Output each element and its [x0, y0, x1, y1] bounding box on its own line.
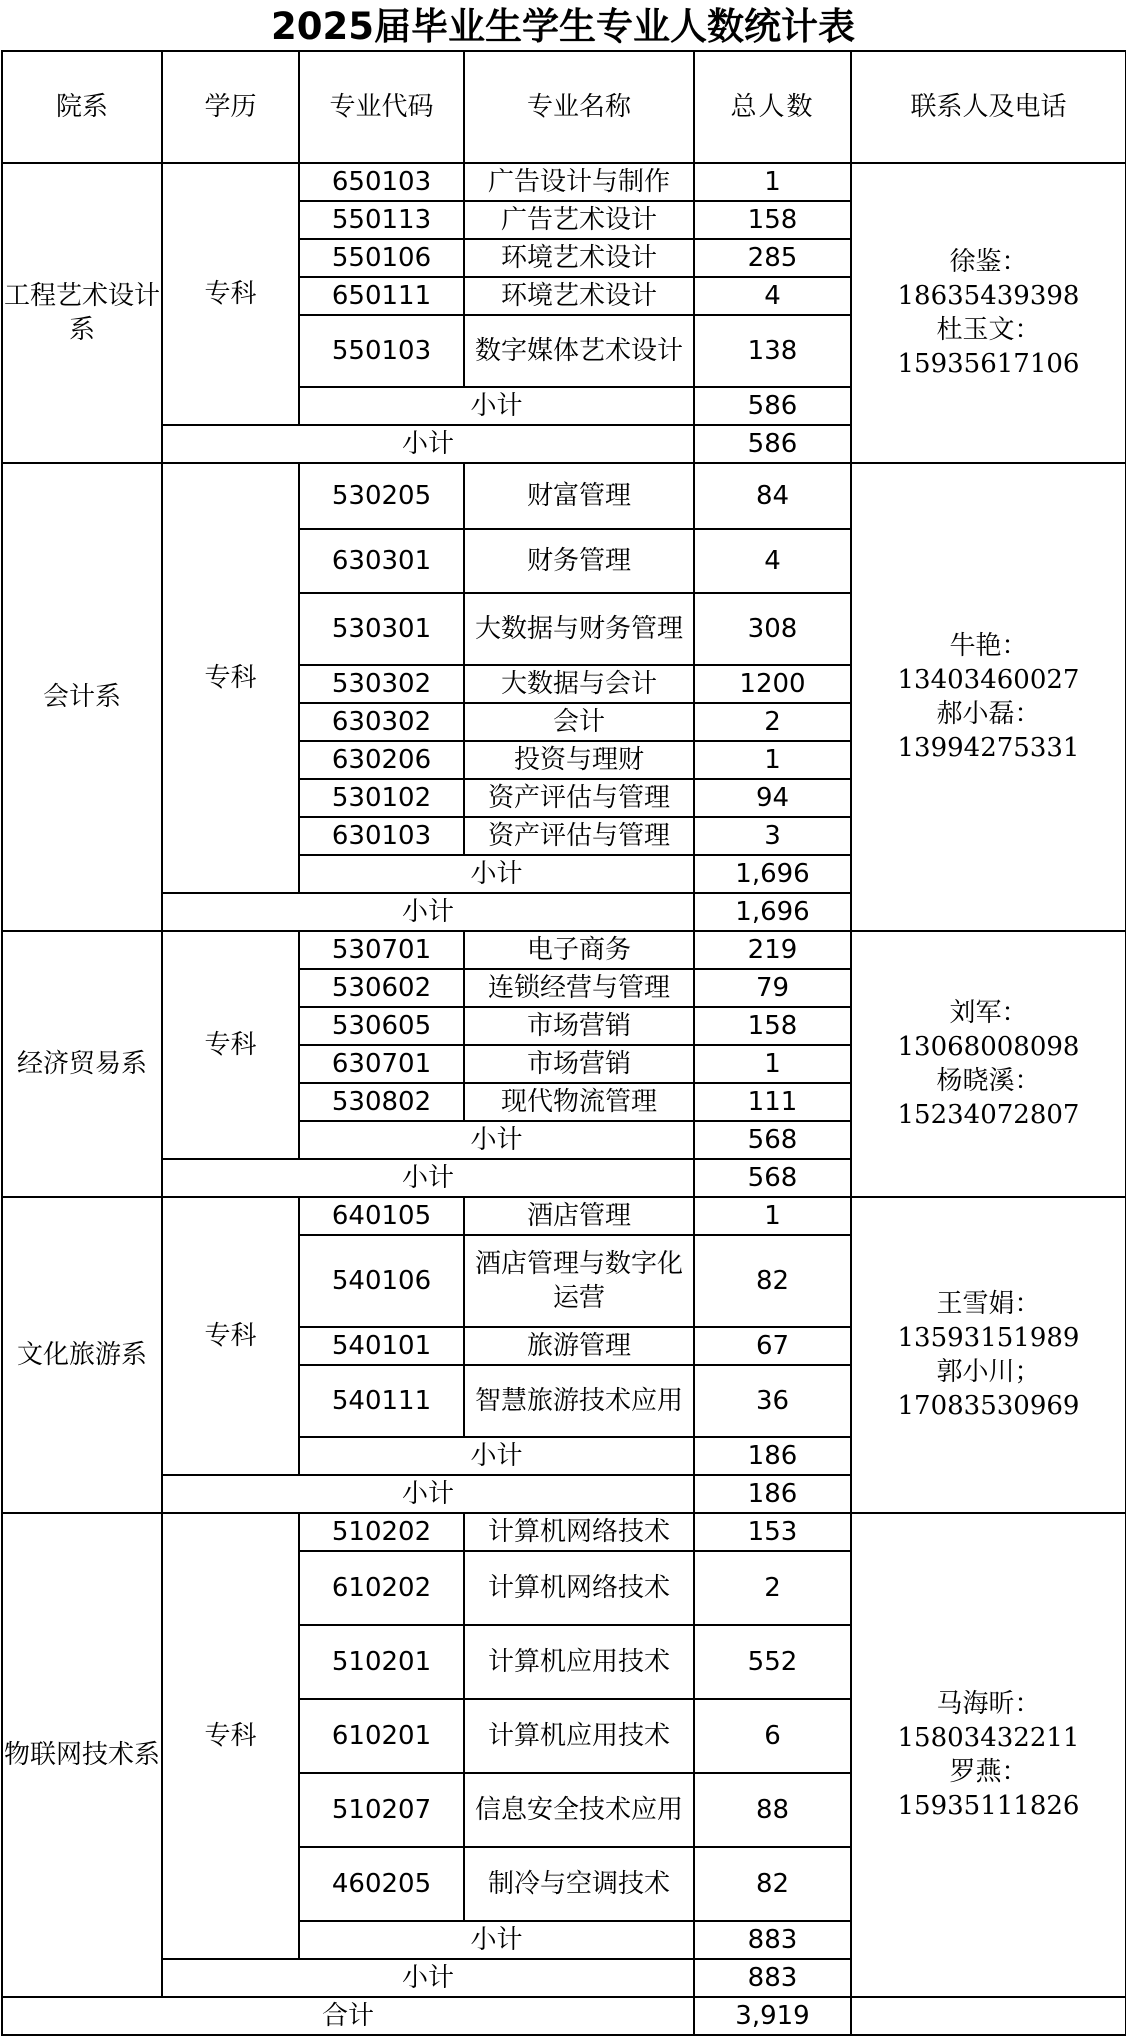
major-code: 530602	[299, 969, 464, 1007]
department-name: 会计系	[2, 463, 162, 931]
major-total: 2	[694, 703, 851, 741]
major-code: 510201	[299, 1625, 464, 1699]
major-total: 79	[694, 969, 851, 1007]
major-total: 84	[694, 463, 851, 529]
subtotal-label: 小计	[299, 855, 694, 893]
subtotal-value: 883	[694, 1921, 851, 1959]
major-code: 530605	[299, 1007, 464, 1045]
major-total: 3	[694, 817, 851, 855]
major-code: 640105	[299, 1197, 464, 1235]
major-name: 数字媒体艺术设计	[464, 315, 694, 387]
major-total: 82	[694, 1847, 851, 1921]
major-name: 酒店管理与数字化运营	[464, 1235, 694, 1327]
major-name: 资产评估与管理	[464, 779, 694, 817]
department-name: 工程艺术设计系	[2, 163, 162, 463]
major-code: 460205	[299, 1847, 464, 1921]
subtotal-label: 小计	[162, 1959, 694, 1997]
contact-name: 王雪娟：	[936, 1289, 1041, 1319]
major-name: 广告艺术设计	[464, 201, 694, 239]
major-name: 计算机应用技术	[464, 1625, 694, 1699]
major-total: 158	[694, 1007, 851, 1045]
major-name: 计算机网络技术	[464, 1513, 694, 1551]
major-code: 540111	[299, 1365, 464, 1437]
major-name: 环境艺术设计	[464, 239, 694, 277]
contact-name: 杜玉文：	[936, 315, 1041, 345]
major-total: 67	[694, 1327, 851, 1365]
major-name: 现代物流管理	[464, 1083, 694, 1121]
header-row	[2, 51, 1126, 163]
statistics-table	[1, 50, 1126, 2036]
major-name: 信息安全技术应用	[464, 1773, 694, 1847]
grand-total-contact-empty	[851, 1997, 1126, 2035]
contact-phone: 13068008098	[897, 1032, 1080, 1062]
major-code: 510207	[299, 1773, 464, 1847]
major-code: 610202	[299, 1551, 464, 1625]
subtotal-label: 小计	[162, 1475, 694, 1513]
contact-cell	[851, 163, 1126, 463]
contact-phone: 13994275331	[897, 733, 1080, 763]
contact-name: 杨晓溪：	[936, 1066, 1041, 1096]
contact-name: 马海昕：	[936, 1689, 1041, 1719]
header-education: 学历	[162, 51, 299, 163]
major-code: 630206	[299, 741, 464, 779]
major-code: 550103	[299, 315, 464, 387]
subtotal-label: 小计	[162, 425, 694, 463]
major-total: 1	[694, 163, 851, 201]
major-total: 1200	[694, 665, 851, 703]
subtotal-label: 小计	[162, 1159, 694, 1197]
major-total: 285	[694, 239, 851, 277]
subtotal-label: 小计	[299, 1921, 694, 1959]
major-total: 2	[694, 1551, 851, 1625]
major-name: 投资与理财	[464, 741, 694, 779]
grand-total-label: 合计	[2, 1997, 694, 2035]
subtotal-label: 小计	[299, 387, 694, 425]
major-code: 630302	[299, 703, 464, 741]
major-total: 82	[694, 1235, 851, 1327]
major-name: 智慧旅游技术应用	[464, 1365, 694, 1437]
contact-cell	[851, 1513, 1126, 1997]
major-total: 219	[694, 931, 851, 969]
subtotal-value: 568	[694, 1121, 851, 1159]
major-total: 6	[694, 1699, 851, 1773]
major-code: 650111	[299, 277, 464, 315]
major-name: 大数据与财务管理	[464, 593, 694, 665]
major-row	[2, 931, 1126, 969]
subtotal-value: 586	[694, 387, 851, 425]
major-total: 153	[694, 1513, 851, 1551]
page-title: 2025届毕业生学生专业人数统计表	[271, 5, 855, 48]
major-total: 4	[694, 277, 851, 315]
major-name: 财务管理	[464, 529, 694, 593]
contact-phone: 15234072807	[897, 1100, 1080, 1130]
subtotal-value: 1,696	[694, 893, 851, 931]
subtotal-label: 小计	[162, 893, 694, 931]
major-total: 1	[694, 1045, 851, 1083]
major-code: 550106	[299, 239, 464, 277]
major-total: 158	[694, 201, 851, 239]
major-total: 88	[694, 1773, 851, 1847]
subtotal-label: 小计	[299, 1437, 694, 1475]
contact-name: 牛艳：	[949, 631, 1028, 661]
header-contact: 联系人及电话	[851, 51, 1126, 163]
major-name: 会计	[464, 703, 694, 741]
grand-total-row	[2, 1997, 1126, 2035]
major-total: 138	[694, 315, 851, 387]
contact-cell	[851, 1197, 1126, 1513]
contact-name: 徐鉴：	[949, 247, 1028, 277]
header-major-code: 专业代码	[299, 51, 464, 163]
major-name: 资产评估与管理	[464, 817, 694, 855]
education-level: 专科	[162, 931, 299, 1159]
education-level: 专科	[162, 463, 299, 893]
grand-total-value: 3,919	[694, 1997, 851, 2035]
subtotal-value: 586	[694, 425, 851, 463]
major-name: 连锁经营与管理	[464, 969, 694, 1007]
major-code: 530701	[299, 931, 464, 969]
major-name: 计算机应用技术	[464, 1699, 694, 1773]
major-total: 94	[694, 779, 851, 817]
major-code: 510202	[299, 1513, 464, 1551]
major-code: 630701	[299, 1045, 464, 1083]
header-major-name: 专业名称	[464, 51, 694, 163]
major-code: 550113	[299, 201, 464, 239]
major-total: 308	[694, 593, 851, 665]
major-name: 制冷与空调技术	[464, 1847, 694, 1921]
subtotal-value: 186	[694, 1475, 851, 1513]
department-name: 物联网技术系	[2, 1513, 162, 1997]
major-total: 1	[694, 1197, 851, 1235]
contact-cell	[851, 931, 1126, 1197]
contact-phone: 18635439398	[897, 281, 1080, 311]
major-row	[2, 1513, 1126, 1551]
contact-name: 郝小磊：	[936, 699, 1041, 729]
major-code: 650103	[299, 163, 464, 201]
major-row	[2, 163, 1126, 201]
contact-name: 郭小川；	[936, 1357, 1041, 1387]
subtotal-value: 1,696	[694, 855, 851, 893]
header-total: 总人数	[694, 51, 851, 163]
contact-name: 刘军：	[949, 998, 1028, 1028]
major-code: 610201	[299, 1699, 464, 1773]
contact-phone: 13593151989	[897, 1323, 1080, 1353]
subtotal-value: 568	[694, 1159, 851, 1197]
major-total: 552	[694, 1625, 851, 1699]
subtotal-value: 186	[694, 1437, 851, 1475]
major-code: 630103	[299, 817, 464, 855]
major-total: 36	[694, 1365, 851, 1437]
major-name: 大数据与会计	[464, 665, 694, 703]
major-name: 广告设计与制作	[464, 163, 694, 201]
education-level: 专科	[162, 1197, 299, 1475]
major-total: 1	[694, 741, 851, 779]
header-department: 院系	[2, 51, 162, 163]
major-name: 市场营销	[464, 1045, 694, 1083]
contact-phone: 13403460027	[897, 665, 1080, 695]
education-level: 专科	[162, 1513, 299, 1959]
major-total: 4	[694, 529, 851, 593]
major-name: 环境艺术设计	[464, 277, 694, 315]
major-name: 计算机网络技术	[464, 1551, 694, 1625]
department-name: 文化旅游系	[2, 1197, 162, 1513]
major-name: 市场营销	[464, 1007, 694, 1045]
major-code: 530102	[299, 779, 464, 817]
major-total: 111	[694, 1083, 851, 1121]
major-row	[2, 463, 1126, 529]
subtotal-label: 小计	[299, 1121, 694, 1159]
major-code: 530302	[299, 665, 464, 703]
major-code: 530802	[299, 1083, 464, 1121]
major-code: 530205	[299, 463, 464, 529]
major-code: 630301	[299, 529, 464, 593]
major-row	[2, 1197, 1126, 1235]
contact-phone: 15935617106	[897, 349, 1080, 379]
contact-phone: 15803432211	[897, 1723, 1080, 1753]
major-name: 旅游管理	[464, 1327, 694, 1365]
department-name: 经济贸易系	[2, 931, 162, 1197]
education-level: 专科	[162, 163, 299, 425]
major-name: 电子商务	[464, 931, 694, 969]
contact-cell	[851, 463, 1126, 931]
subtotal-value: 883	[694, 1959, 851, 1997]
contact-phone: 17083530969	[897, 1391, 1080, 1421]
major-code: 540106	[299, 1235, 464, 1327]
contact-phone: 15935111826	[897, 1791, 1080, 1821]
major-name: 酒店管理	[464, 1197, 694, 1235]
major-name: 财富管理	[464, 463, 694, 529]
major-code: 540101	[299, 1327, 464, 1365]
contact-name: 罗燕：	[949, 1757, 1028, 1787]
major-code: 530301	[299, 593, 464, 665]
